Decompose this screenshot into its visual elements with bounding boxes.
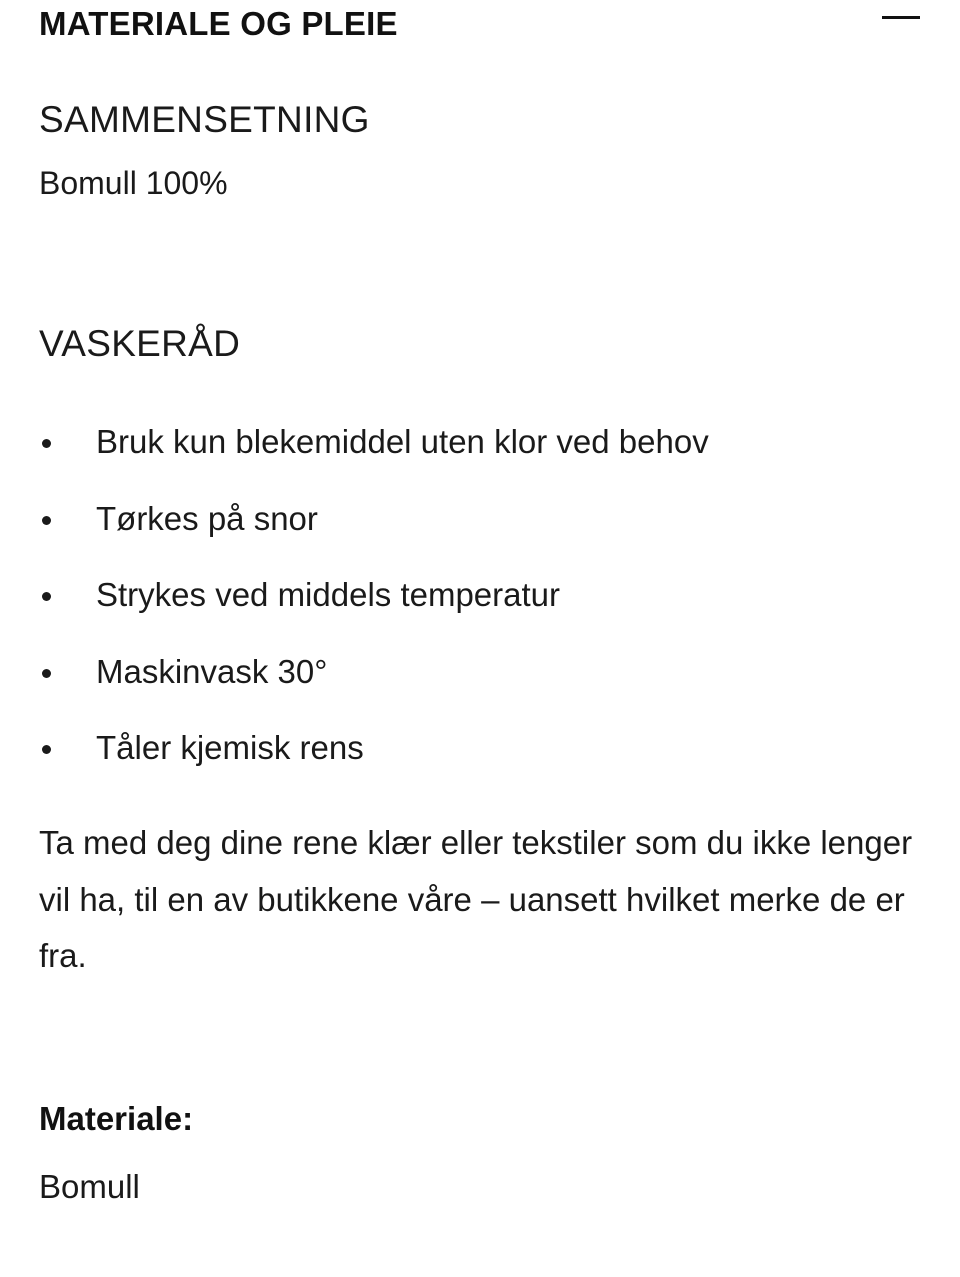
care-instruction-text: Tørkes på snor xyxy=(96,499,318,537)
material-value: Bomull xyxy=(39,1168,140,1205)
composition-value: Bomull 100% xyxy=(39,165,228,201)
care-instruction-item xyxy=(0,571,960,648)
bullet-icon xyxy=(42,745,51,754)
care-instruction-text: Strykes ved middels temperatur xyxy=(96,576,561,613)
bullet-icon xyxy=(42,439,51,448)
bullet-icon xyxy=(42,516,51,525)
care-instruction-text: Maskinvask 30° xyxy=(96,652,328,690)
accordion-header[interactable] xyxy=(0,0,960,60)
minus-icon xyxy=(882,16,920,19)
care-instruction-item xyxy=(0,418,960,495)
care-instructions-list xyxy=(0,418,960,801)
collapse-toggle-button[interactable] xyxy=(878,0,926,40)
accordion-title: MATERIALE OG PLEIE xyxy=(39,5,398,42)
care-instruction-item xyxy=(0,495,960,572)
composition-heading: SAMMENSETNING xyxy=(39,99,370,140)
recycling-info-text: Ta med deg dine rene klær eller tekstiler som du ikke lenger vil ha, til en av butikkene våre – uansett hvilket merke de er fra. xyxy=(39,824,913,974)
care-instruction-item xyxy=(0,648,960,725)
bullet-icon xyxy=(42,592,51,601)
material-label: Materiale: xyxy=(39,1100,194,1137)
care-heading: VASKERÅD xyxy=(39,323,241,364)
care-instruction-item xyxy=(0,724,960,801)
care-instruction-text: Bruk kun blekemiddel uten klor ved behov xyxy=(96,423,709,460)
care-instruction-text: Tåler kjemisk rens xyxy=(96,729,364,766)
bullet-icon xyxy=(42,669,51,678)
